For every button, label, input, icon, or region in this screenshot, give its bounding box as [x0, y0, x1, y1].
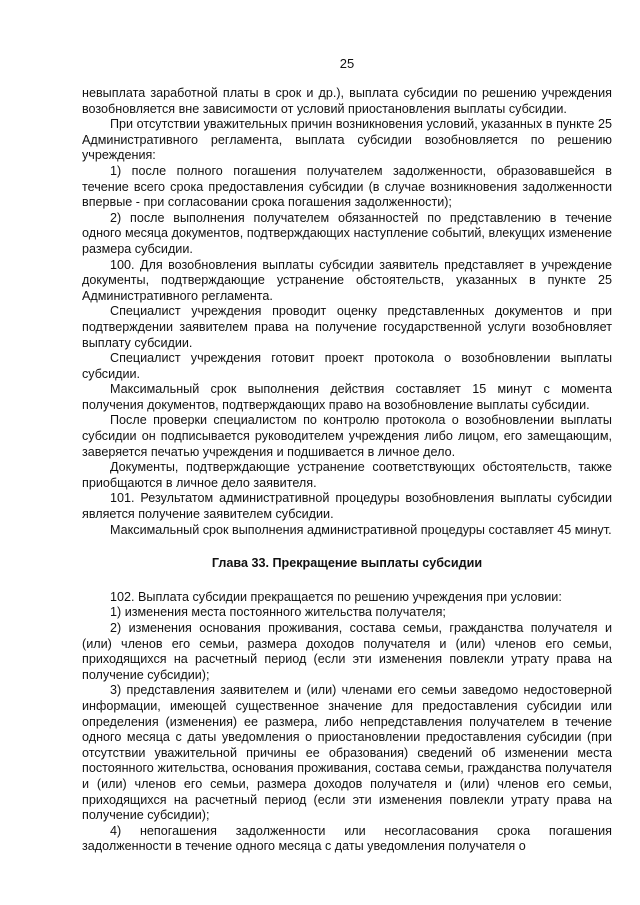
paragraph: 1) изменения места постоянного жительства получателя;: [110, 605, 446, 620]
paragraph: 102. Выплата субсидии прекращается по решению учреждения при условии:: [110, 589, 562, 604]
page-number: 25: [339, 56, 355, 71]
paragraph: 101. Результатом административной процедуры возобновления выплаты субсидии является получение заявителем субсидии.: [82, 491, 612, 522]
paragraph: невыплата заработной платы в срок и др.), выплата субсидии по решению учреждения возобновляется вне зависимости от условий приостановления выплаты субсидии.: [82, 86, 612, 116]
paragraph: Документы, подтверждающие устранение соответствующих обстоятельств, также приобщаются в личное дело заявителя.: [82, 460, 612, 490]
paragraph: Специалист учреждения проводит оценку представленных документов и при подтверждении заявителем права на получение государственной услуги возобновляет выплату субсидии.: [82, 304, 612, 350]
paragraph: 4) непогашения задолженности или несогласования срока погашения задолженности в течение одного месяца с даты уведомления получателя о: [82, 823, 612, 854]
paragraph: Максимальный срок выполнения административной процедуры составляет 45 минут.: [110, 522, 612, 537]
paragraph: 1) после полного погашения получателем задолженности, образовавшейся в течение всего срока предоставления субсидии (в случае возникновения задолженности впервые - при согласовании срока погашения задолженности);: [82, 163, 612, 210]
document-page: [82, 56, 612, 855]
paragraph: Максимальный срок выполнения действия составляет 15 минут с момента получения документов, подтверждающих право на возобновление выплаты субсидии.: [82, 382, 612, 412]
chapter-heading: Глава 33. Прекращение выплаты субсидии: [211, 556, 483, 571]
paragraph: 3) представления заявителем и (или) членами его семьи заведомо недостоверной информации, имеющей существенное значение для предоставления субсидии или определения (изменения) ее размера, либо непредставления получателем в течение одного месяца с даты уведомления о приостановлении предоставления субсидии (при отсутствии уважительной причины ее образования) сведений об изменении места постоянного жительства, основания проживания, состава семьи, гражданства получателя и (или) членов его семьи, размера доходов получателя и (или) членов его семьи, приходящихся на расчетный период (если эти изменения повлекли утрату права на получение субсидии);: [82, 683, 612, 823]
paragraph: После проверки специалистом по контролю протокола о возобновлении выплаты субсидии он подписывается руководителем учреждения либо лицом, его замещающим, заверяется печатью учреждения и подшивается в личное дело.: [82, 413, 612, 459]
paragraph: 100. Для возобновления выплаты субсидии заявитель представляет в учреждение документы, подтверждающие устранение обстоятельств, указанных в пункте 25 Административного регламента.: [82, 257, 612, 303]
paragraph: При отсутствии уважительных причин возникновения условий, указанных в пункте 25 Административного регламента, выплата субсидии возобновляется по решению учреждения:: [82, 117, 612, 163]
paragraph: 2) изменения основания проживания, состава семьи, гражданства получателя и (или) членов его семьи, размера доходов получателя и (или) членов его семьи, приходящихся на расчетный период (если эти изменения повлекли утрату права на получение субсидии);: [82, 621, 612, 682]
paragraph: Специалист учреждения готовит проект протокола о возобновлении выплаты субсидии.: [82, 351, 612, 381]
paragraph: 2) после выполнения получателем обязанностей по представлению в течение одного месяца документов, подтверждающих наступление событий, влекущих изменение размера субсидии.: [82, 210, 612, 256]
